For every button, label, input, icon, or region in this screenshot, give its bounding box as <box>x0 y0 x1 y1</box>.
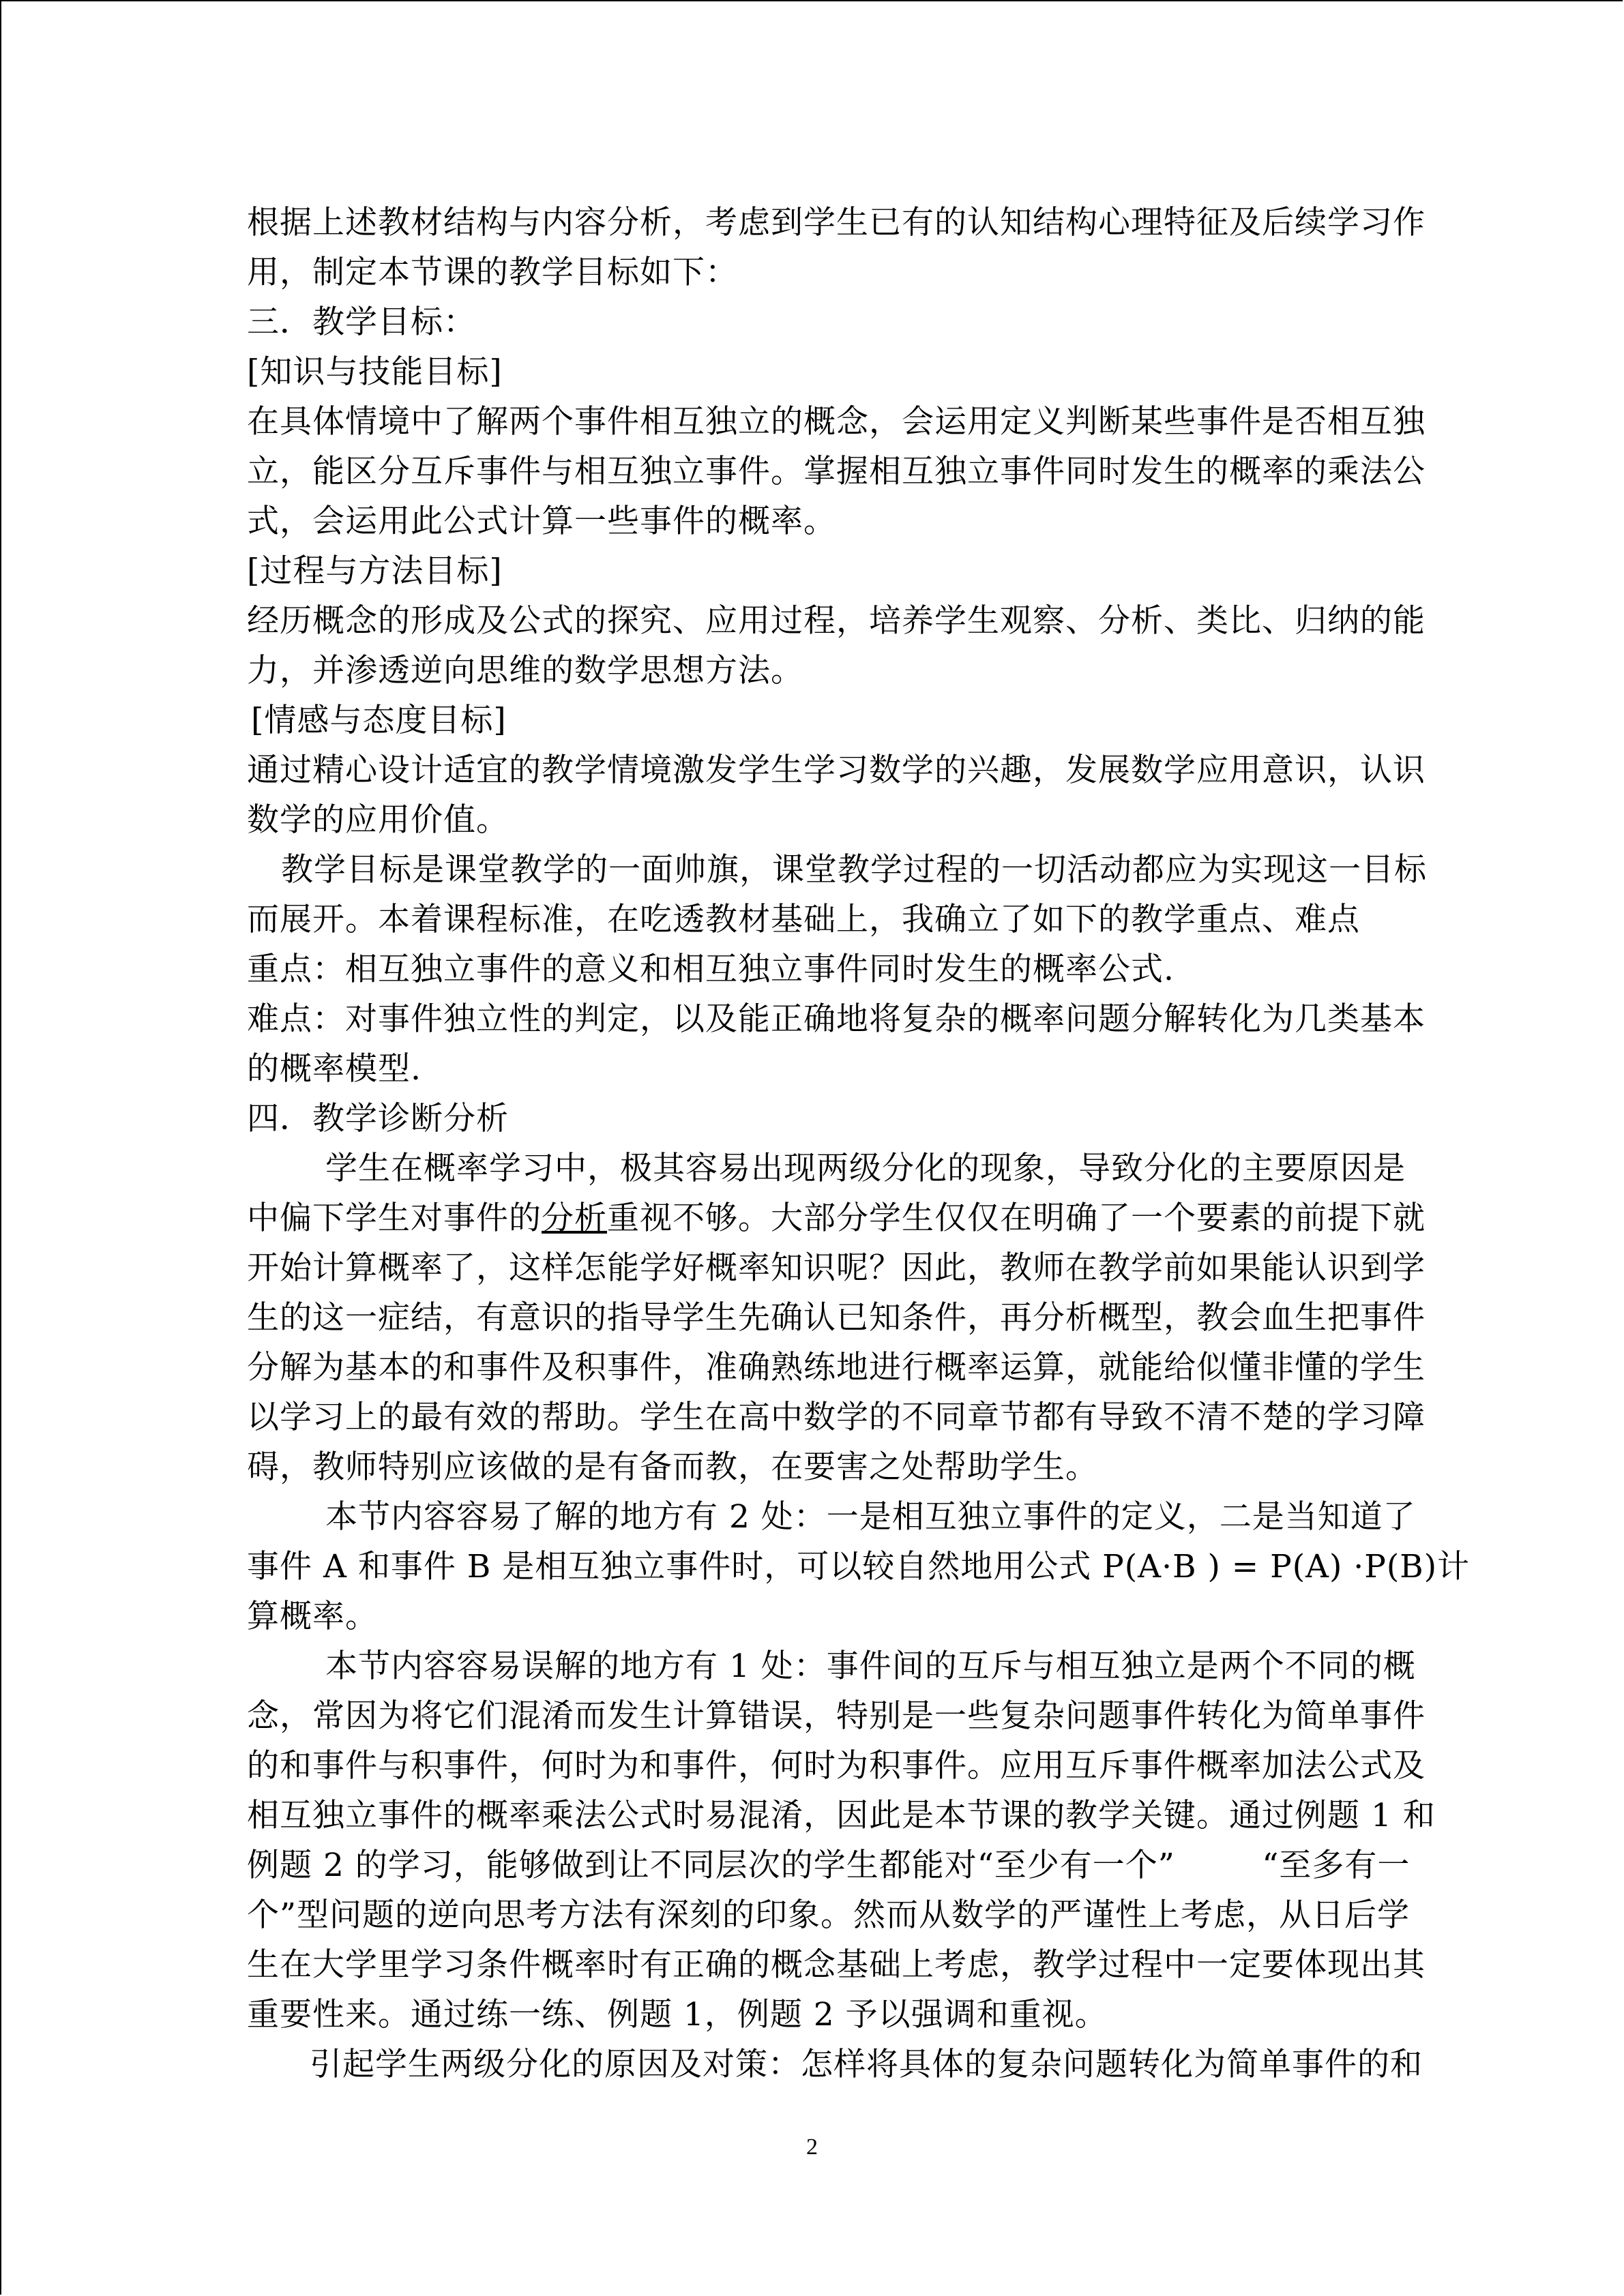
paragraph-line: 相互独立事件的概率乘法公式时易混淆，因此是本节课的教学关键。通过例题 1 和 <box>247 1797 1436 1834</box>
paragraph-line: 碍，教师特别应该做的是有备而教，在要害之处帮助学生。 <box>247 1448 1098 1486</box>
paragraph-line: 教学目标是课堂教学的一面帅旗，课堂教学过程的一切活动都应为实现这一目标 <box>281 851 1427 889</box>
paragraph-line: 重要性来。通过练一练、例题 1，例题 2 予以强调和重视。 <box>247 1996 1108 2033</box>
paragraph-line: 个”型问题的逆向思考方法有深刻的印象。然而从数学的严谨性上考虑，从日后学 <box>247 1896 1411 1934</box>
paragraph-line: 经历概念的形成及公式的探究、应用过程，培养学生观察、分析、类比、归纳的能 <box>247 602 1426 640</box>
paragraph-line: 生的这一症结，有意识的指导学生先确认已知条件，再分析概型，教会血生把事件 <box>247 1299 1426 1337</box>
text-span: 重视不够。大部分学生仅仅在明确了一个要素的前提下就 <box>607 1199 1426 1237</box>
document-body <box>247 198 1471 2089</box>
paragraph-line: 生在大学里学习条件概率时有正确的概念基础上考虑，教学过程中一定要体现出其 <box>247 1946 1426 1984</box>
paragraph-line: 立，能区分互斥事件与相互独立事件。掌握相互独立事件同时发生的概率的乘法公 <box>247 453 1426 490</box>
paragraph-line: 通过精心设计适宜的教学情境激发学生学习数学的兴趣，发展数学应用意识，认识 <box>247 751 1426 789</box>
paragraph-line: 算概率。 <box>247 1598 378 1635</box>
paragraph-line: 学生在概率学习中，极其容易出现两级分化的现象，导致分化的主要原因是 <box>325 1150 1406 1187</box>
paragraph-line: 本节内容容易误解的地方有 1 处：事件间的互斥与相互独立是两个不同的概 <box>325 1648 1416 1685</box>
text-span: 中偏下学生对事件的 <box>247 1199 542 1237</box>
paragraph-line: 开始计算概率了，这样怎能学好概率知识呢？因此，教师在教学前如果能认识到学 <box>247 1249 1426 1287</box>
paragraph-line: 事件 A 和事件 B 是相互独立事件时，可以较自然地用公式 P(A·B ) = P(A) ·P(B)计 <box>247 1548 1471 1585</box>
subsection-heading: [知识与技能目标] <box>247 353 503 391</box>
paragraph-line: 式，会运用此公式计算一些事件的概率。 <box>247 503 836 540</box>
paragraph-line: 引起学生两级分化的原因及对策：怎样将具体的复杂问题转化为简单事件的和 <box>310 2046 1423 2083</box>
paragraph-line: 以学习上的最有效的帮助。学生在高中数学的不同章节都有导致不清不楚的学习障 <box>247 1399 1426 1436</box>
paragraph-line <box>247 1193 1427 1243</box>
paragraph-line: 而展开。本着课程标准，在吃透教材基础上，我确立了如下的教学重点、难点 <box>247 901 1360 938</box>
paragraph-line: 根据上述教材结构与内容分析，考虑到学生已有的认知结构心理特征及后续学习作 <box>247 204 1426 241</box>
section-heading: 四．教学诊断分析 <box>247 1100 509 1137</box>
paragraph-line: 念，常因为将它们混淆而发生计算错误，特别是一些复杂问题事件转化为简单事件 <box>247 1697 1426 1735</box>
subsection-heading: [情感与态度目标] <box>251 702 507 739</box>
paragraph-line: 本节内容容易了解的地方有 2 处：一是相互独立事件的定义，二是当知道了 <box>325 1498 1416 1536</box>
paragraph-line: 的概率模型. <box>247 1050 422 1088</box>
page-number: 2 <box>806 2134 818 2160</box>
underlined-text: 分析 <box>542 1199 607 1237</box>
paragraph-line: 重点：相互独立事件的意义和相互独立事件同时发生的概率公式. <box>247 951 1175 988</box>
paragraph-line: 的和事件与积事件，何时为和事件，何时为积事件。应用互斥事件概率加法公式及 <box>247 1747 1426 1785</box>
paragraph-line: 分解为基本的和事件及积事件，准确熟练地进行概率运算，就能给似懂非懂的学生 <box>247 1349 1426 1386</box>
paragraph-line: 难点：对事件独立性的判定，以及能正确地将复杂的概率问题分解转化为几类基本 <box>247 1000 1426 1038</box>
paragraph-line: 在具体情境中了解两个事件相互独立的概念，会运用定义判断某些事件是否相互独 <box>247 403 1426 441</box>
paragraph-line: 力，并渗透逆向思维的数学思想方法。 <box>247 652 803 689</box>
paragraph-line: 例题 2 的学习，能够做到让不同层次的学生都能对“至少有一个” “至多有一 <box>247 1847 1411 1884</box>
paragraph-line: 数学的应用价值。 <box>247 801 509 839</box>
paragraph-line: 用，制定本节课的教学目标如下： <box>247 254 738 291</box>
section-heading: 三．教学目标： <box>247 303 476 341</box>
subsection-heading: [过程与方法目标] <box>247 552 503 590</box>
